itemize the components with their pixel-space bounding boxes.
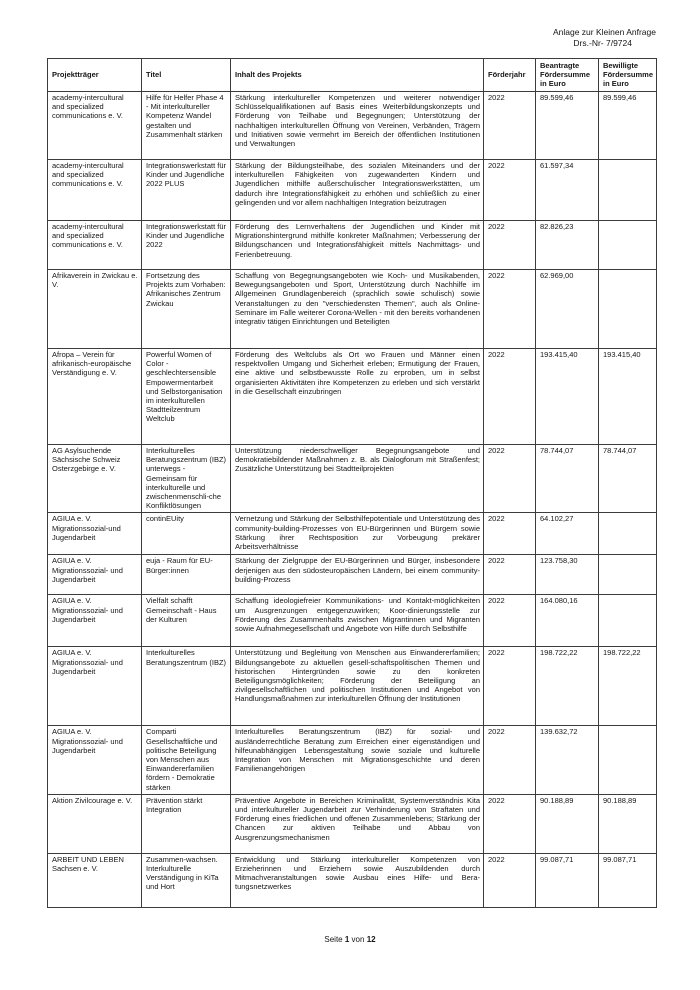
cell-bewilligte-summe: 78.744,07 bbox=[599, 445, 657, 513]
cell-bewilligte-summe bbox=[599, 513, 657, 555]
cell-titel: Interkulturelles Beratungszentrum (IBZ) unterwegs - Gemeinsam für interkulturelle und zwischenmenschli-che Konfliktlösungen bbox=[142, 445, 231, 513]
cell-foerderjahr: 2022 bbox=[484, 160, 536, 221]
cell-projekttraeger: AGIUA e. V. Migrationssozial- und Jugendarbeit bbox=[48, 555, 142, 595]
cell-inhalt: Vernetzung und Stärkung der Selbsthilfepotentiale und Unterstützung des community-building-Prozesses von EU-Bürgerinnen und Bürgern sowie Stärkung ihrer Rechtsposition zur Vorbeugung prekärer Arbeitsverhältnisse bbox=[231, 513, 484, 555]
cell-projekttraeger: Aktion Zivilcourage e. V. bbox=[48, 794, 142, 853]
cell-foerderjahr: 2022 bbox=[484, 555, 536, 595]
cell-beantragte-summe: 90.188,89 bbox=[536, 794, 599, 853]
table-row bbox=[48, 445, 657, 513]
cell-beantragte-summe: 62.969,00 bbox=[536, 270, 599, 349]
cell-projekttraeger: AGIUA e. V. Migrationssozial- und Jugendarbeit bbox=[48, 726, 142, 794]
cell-titel: euja - Raum für EU-Bürger:innen bbox=[142, 555, 231, 595]
cell-beantragte-summe: 78.744,07 bbox=[536, 445, 599, 513]
table-row bbox=[48, 270, 657, 349]
cell-beantragte-summe: 193.415,40 bbox=[536, 349, 599, 445]
cell-bewilligte-summe: 90.188,89 bbox=[599, 794, 657, 853]
cell-bewilligte-summe bbox=[599, 595, 657, 647]
table-row bbox=[48, 349, 657, 445]
doc-header-line1: Anlage zur Kleinen Anfrage bbox=[552, 27, 656, 37]
cell-projekttraeger: AGIUA e. V. Migrationssozial-und Jugendarbeit bbox=[48, 513, 142, 555]
cell-titel: Prävention stärkt Integration bbox=[142, 794, 231, 853]
cell-titel: Powerful Women of Color - geschlechtersensible Empowermentarbeit und Selbstorganisation im interkulturellen Stadtteilzentrum Weltclub bbox=[142, 349, 231, 445]
col-header-inhalt: Inhalt des Projekts bbox=[231, 59, 484, 92]
cell-foerderjahr: 2022 bbox=[484, 794, 536, 853]
cell-titel: Fortsetzung des Projekts zum Vorhaben: Afrikanisches Zentrum Zwickau bbox=[142, 270, 231, 349]
cell-inhalt: Entwicklung und Stärkung interkultureller Kompetenzen von Erzieherinnen und Erziehern sowie Auszubildenden durch Mitmachveranstaltungen sowie Ausbau eines Hilfe- und Bera-tungsnetzwerkes bbox=[231, 853, 484, 907]
cell-inhalt: Stärkung der Bildungsteilhabe, des sozialen Miteinanders und der interkulturellen Fähigkeiten von zugewanderten Kindern und Jugendlichen mithilfe außerschulischer Integrationswerkstätten, um dadurch ihre Integrationsfähigkeit zu erhöhen und schließlich zu einer gelingenden und vor allem nachhaltigen Integration beizutragen bbox=[231, 160, 484, 221]
cell-beantragte-summe: 198.722,22 bbox=[536, 647, 599, 726]
doc-header-line2: Drs.-Nr- 7/9724 bbox=[573, 38, 632, 48]
cell-bewilligte-summe bbox=[599, 160, 657, 221]
cell-titel: Integrationswerkstatt für Kinder und Jugendliche 2022 PLUS bbox=[142, 160, 231, 221]
col-header-projekttraeger: Projektträger bbox=[48, 59, 142, 92]
cell-beantragte-summe: 82.826,23 bbox=[536, 221, 599, 270]
cell-projekttraeger: ARBEIT UND LEBEN Sachsen e. V. bbox=[48, 853, 142, 907]
cell-inhalt: Schaffung von Begegnungsangeboten wie Koch- und Musikabenden, Bewegungsangeboten und Sport, Unterstützung durch Nachhilfe im Allgemeinen Grundlagenbereich (sprachlich sowie schulisch) sowie Veranstaltungen zu den "verschiedensten Themen", auch als Online-Seminare im Falle weiterer Corona-Wellen - mit den bereits vorhandenen integrativ tätigen Einrichtungen und Beteiligten bbox=[231, 270, 484, 349]
table-row bbox=[48, 726, 657, 794]
footer-total-pages: 12 bbox=[366, 935, 376, 944]
cell-bewilligte-summe bbox=[599, 270, 657, 349]
cell-titel: Interkulturelles Beratungszentrum (IBZ) bbox=[142, 647, 231, 726]
cell-inhalt: Unterstützung niederschwelliger Begegnungsangebote und demokratiebildender Maßnahmen z. B. als Dialogforum mit Straßenfest; Zusätzliche Unterstützung bei Stadtteilprojekten bbox=[231, 445, 484, 513]
cell-foerderjahr: 2022 bbox=[484, 647, 536, 726]
cell-inhalt: Präventive Angebote in Bereichen Kriminalität, Systemverständnis Kita und interkultureller Jugendarbeit zur Verhinderung von Straftaten und Förderung eines friedlichen und offenen Zusammenlebens; Stärkung der Chancen zur aktiven Teilhabe und Abbau von Ausgrenzungsmechanismen bbox=[231, 794, 484, 853]
cell-beantragte-summe: 99.087,71 bbox=[536, 853, 599, 907]
cell-beantragte-summe: 164.080,16 bbox=[536, 595, 599, 647]
table-row bbox=[48, 647, 657, 726]
cell-foerderjahr: 2022 bbox=[484, 349, 536, 445]
cell-inhalt: Stärkung der Zielgruppe der EU-Bürgerinnen und Bürger, insbesondere derjenigen aus den südosteuropäischen Ländern, bei einem community-building-Prozess bbox=[231, 555, 484, 595]
table-row bbox=[48, 853, 657, 907]
cell-beantragte-summe: 61.597,34 bbox=[536, 160, 599, 221]
cell-foerderjahr: 2022 bbox=[484, 595, 536, 647]
funding-table bbox=[47, 58, 657, 908]
cell-bewilligte-summe bbox=[599, 555, 657, 595]
cell-beantragte-summe: 139.632,72 bbox=[536, 726, 599, 794]
cell-titel: continEUity bbox=[142, 513, 231, 555]
cell-bewilligte-summe: 99.087,71 bbox=[599, 853, 657, 907]
table-header-row bbox=[48, 59, 657, 92]
cell-foerderjahr: 2022 bbox=[484, 445, 536, 513]
cell-projekttraeger: AGIUA e. V. Migrationssozial- und Jugendarbeit bbox=[48, 595, 142, 647]
cell-foerderjahr: 2022 bbox=[484, 221, 536, 270]
cell-foerderjahr: 2022 bbox=[484, 726, 536, 794]
cell-inhalt: Förderung des Lernverhaltens der Jugendlichen und Kinder mit Migrationshintergrund mithilfe konkreter Maßnahmen; Verbesserung der Bildungschancen und Integrationsfähigkeit mittels Nachmittags- und Ferienbetreuung. bbox=[231, 221, 484, 270]
cell-projekttraeger: academy-intercultural and specialized communications e. V. bbox=[48, 221, 142, 270]
footer-page-number: 1 bbox=[344, 935, 350, 944]
cell-foerderjahr: 2022 bbox=[484, 92, 536, 160]
cell-titel: Vielfalt schafft Gemeinschaft - Haus der Kulturen bbox=[142, 595, 231, 647]
col-header-beantragte-summe: Beantragte Fördersumme in Euro bbox=[536, 59, 599, 92]
cell-bewilligte-summe bbox=[599, 221, 657, 270]
cell-projekttraeger: Afrikaverein in Zwickau e. V. bbox=[48, 270, 142, 349]
table-row bbox=[48, 555, 657, 595]
cell-titel: Comparti Gesellschaftliche und politische Beteiligung von Menschen aus Einwandererfamilien fördern - Demokratie stärken bbox=[142, 726, 231, 794]
cell-beantragte-summe: 89.599,46 bbox=[536, 92, 599, 160]
cell-inhalt: Unterstützung und Begleitung von Menschen aus Einwandererfamilien; Bildungsangebote zu aktuellen gesell-schaftspolitischen Themen und historischen Hintergründen sowie zu den konkreten Beteiligungsmöglichkeiten; Förderung der Beteiligung an zivilgesellschaftlichen und politischen Institutionen und Angebot von Handlungsmaßnahmen zur interkulturellen Öffnung der Institutionen bbox=[231, 647, 484, 726]
cell-titel: Integrationswerkstatt für Kinder und Jugendliche 2022 bbox=[142, 221, 231, 270]
cell-bewilligte-summe: 193.415,40 bbox=[599, 349, 657, 445]
document-reference bbox=[553, 27, 656, 49]
cell-foerderjahr: 2022 bbox=[484, 270, 536, 349]
cell-projekttraeger: academy-intercultural and specialized communications e. V. bbox=[48, 92, 142, 160]
cell-titel: Hilfe für Helfer Phase 4 - Mit interkultureller Kompetenz Wandel gestalten und Zusammenhalt stärken bbox=[142, 92, 231, 160]
funding-table-container bbox=[47, 58, 657, 908]
table-row bbox=[48, 221, 657, 270]
col-header-titel: Titel bbox=[142, 59, 231, 92]
cell-beantragte-summe: 123.758,30 bbox=[536, 555, 599, 595]
cell-inhalt: Schaffung ideologiefreier Kommunikations- und Kontakt-möglichkeiten um Ausgrenzungen entgegenzuwirken; Koor-dinierungsstelle zur Förderung des Zusammenhalts zwischen Migrantinnen und Migranten sowie Aufnahmegesellschaft und Angebote von Hilfe durch Selbsthilfe bbox=[231, 595, 484, 647]
cell-inhalt: Interkulturelles Beratungszentrum (IBZ) für sozial- und ausländerrechtliche Beratung zum Erreichen einer eigenständigen und hilfeunabhängigen Lebensgestaltung sowie soziale und kulturelle Integration von Menschen mit Migrationsgeschichte und deren Familienangehörigen bbox=[231, 726, 484, 794]
cell-bewilligte-summe: 89.599,46 bbox=[599, 92, 657, 160]
cell-projekttraeger: AG Asylsuchende Sächsische Schweiz Osterzgebirge e. V. bbox=[48, 445, 142, 513]
col-header-bewilligte-summe: Bewilligte Fördersumme in Euro bbox=[599, 59, 657, 92]
table-row bbox=[48, 513, 657, 555]
table-row bbox=[48, 160, 657, 221]
cell-projekttraeger: academy-intercultural and specialized communications e. V. bbox=[48, 160, 142, 221]
cell-projekttraeger: AGIUA e. V. Migrationssozial- und Jugendarbeit bbox=[48, 647, 142, 726]
table-row bbox=[48, 92, 657, 160]
cell-beantragte-summe: 64.102,27 bbox=[536, 513, 599, 555]
cell-bewilligte-summe: 198.722,22 bbox=[599, 647, 657, 726]
cell-foerderjahr: 2022 bbox=[484, 853, 536, 907]
table-row bbox=[48, 794, 657, 853]
col-header-foerderjahr: Förderjahr bbox=[484, 59, 536, 92]
cell-foerderjahr: 2022 bbox=[484, 513, 536, 555]
table-row bbox=[48, 595, 657, 647]
footer-prefix: Seite bbox=[324, 935, 343, 944]
cell-projekttraeger: Afropa – Verein für afrikanisch-europäische Verständigung e. V. bbox=[48, 349, 142, 445]
cell-titel: Zusammen-wachsen. Interkulturelle Verständigung in KiTa und Hort bbox=[142, 853, 231, 907]
page-number-footer bbox=[0, 935, 700, 944]
footer-connector: von bbox=[351, 935, 365, 944]
cell-inhalt: Stärkung interkultureller Kompetenzen und weiterer notwendiger Schlüsselqualifikationen auf Basis eines Weiterbildungskonzepts und Förderung von Teilhabe und Begegnungen; Unterstützung der nachhaltigen interkulturellen Öffnung von Vereinen, Verbänden, Trägern und Initiativen sowie vermehrt im Bereich der öffentlichen Institutionen und Verwaltungen bbox=[231, 92, 484, 160]
cell-bewilligte-summe bbox=[599, 726, 657, 794]
cell-inhalt: Förderung des Weltclubs als Ort wo Frauen und Männer einen respektvollen Umgang und Sicherheit erleben; Ermutigung der Frauen, eine aktive und selbstbewusste Rolle zu erproben, um in selbst organisierten Aktivitäten ihre Kompetenzen zu erleben und sich verstärkt in die Gesellschaft einzubringen bbox=[231, 349, 484, 445]
